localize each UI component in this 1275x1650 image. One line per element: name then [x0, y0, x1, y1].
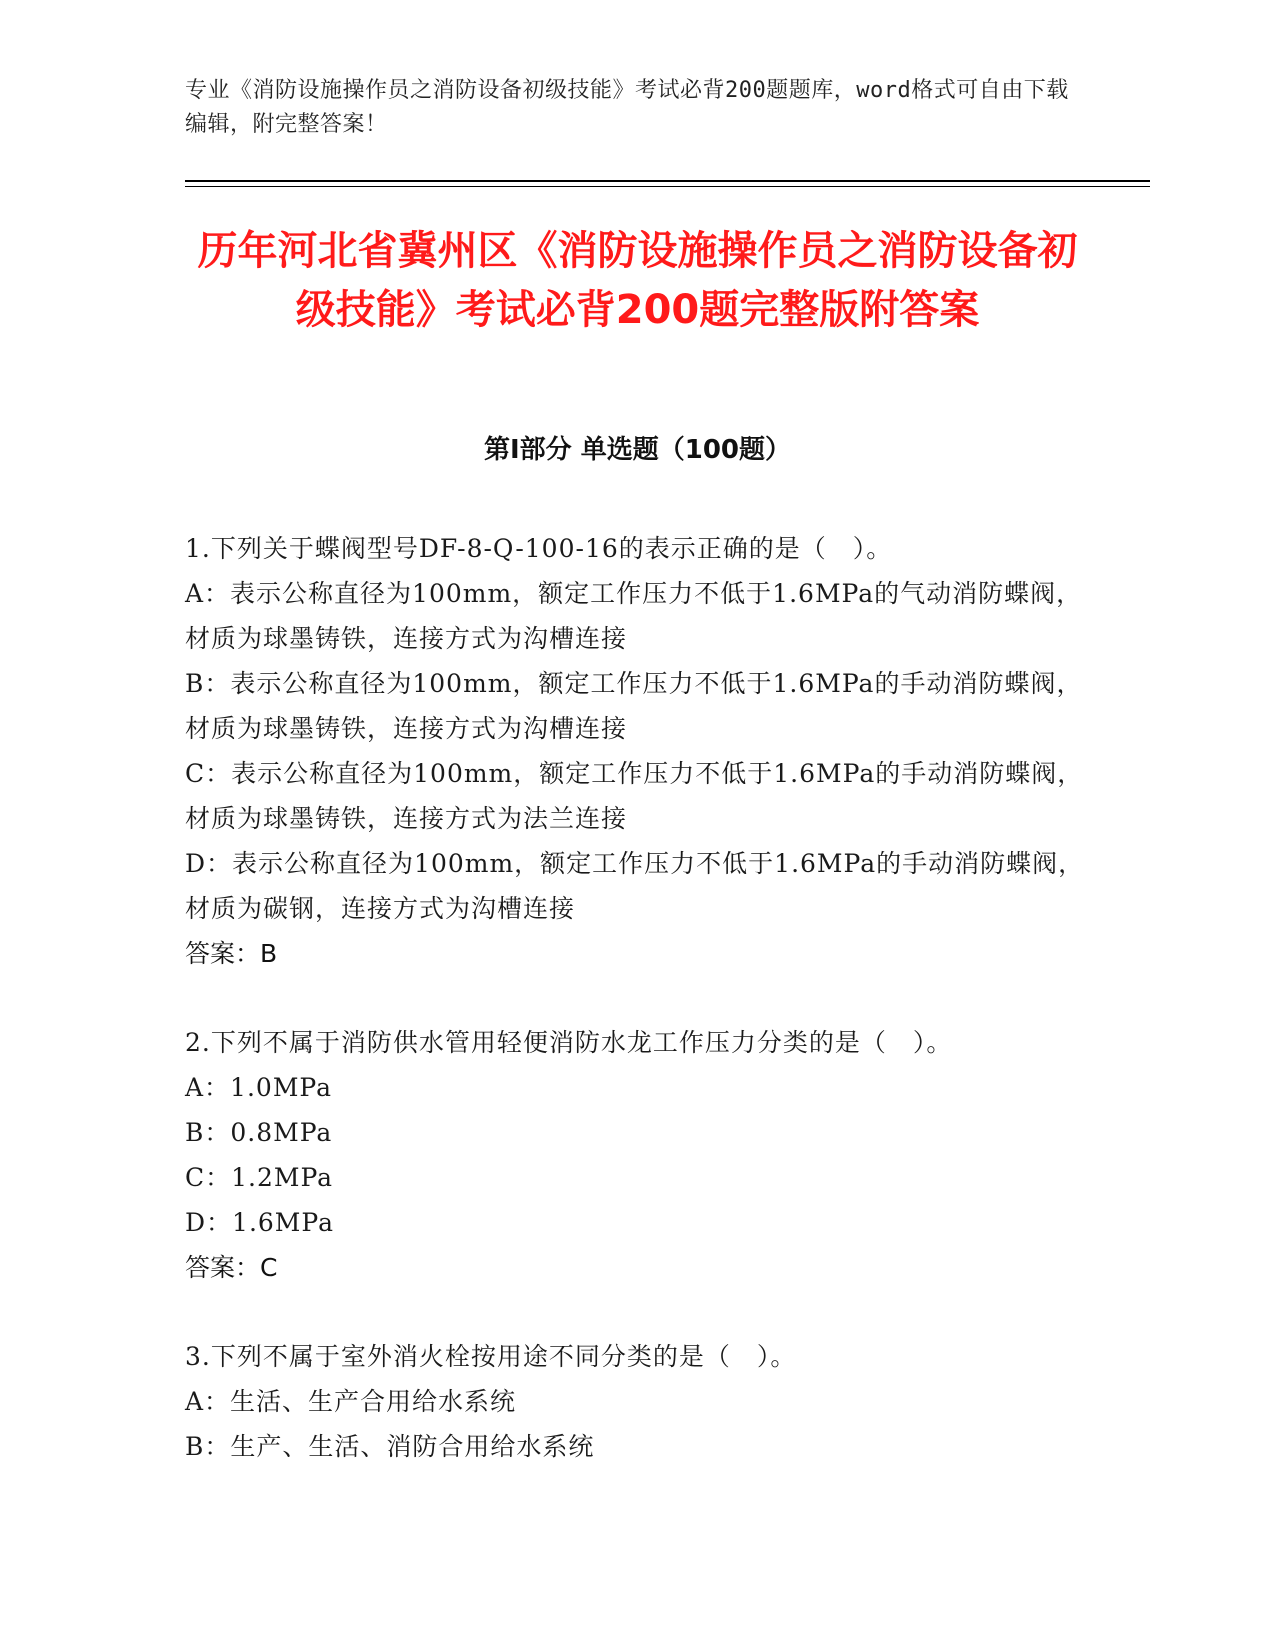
- option-d: D：1.6MPa: [185, 1208, 335, 1237]
- option-b: B：生产、生活、消防合用给水系统: [185, 1432, 595, 1461]
- question-3: [185, 1334, 1085, 1469]
- question-stem: 2.下列不属于消防供水管用轻便消防水龙工作压力分类的是（ ）。: [185, 1028, 953, 1057]
- header-rule-thick: [185, 180, 1150, 182]
- option-b: B：0.8MPa: [185, 1118, 333, 1147]
- answer: 答案：C: [185, 1253, 278, 1282]
- header-rule-thin: [185, 186, 1150, 187]
- option-a: A：1.0MPa: [185, 1073, 333, 1102]
- header-note: 专业《消防设施操作员之消防设备初级技能》考试必背200题题库，word格式可自由下载编辑，附完整答案！: [185, 78, 1069, 137]
- question-stem: 3.下列不属于室外消火栓按用途不同分类的是（ ）。: [185, 1342, 797, 1371]
- answer: 答案：B: [185, 939, 278, 968]
- option-c: C：1.2MPa: [185, 1163, 334, 1192]
- option-a: A：生活、生产合用给水系统: [185, 1387, 517, 1416]
- question-list: [185, 526, 1085, 1513]
- option-c: C：表示公称直径为100mm，额定工作压力不低于1.6MPa的手动消防蝶阀，材质为球墨铸铁，连接方式为法兰连接: [185, 759, 1084, 833]
- section-title: 第I部分 单选题（100题）: [484, 435, 791, 465]
- document-title: 历年河北省冀州区《消防设施操作员之消防设备初级技能》考试必背200题完整版附答案: [197, 228, 1078, 333]
- question-2: [185, 1020, 1085, 1290]
- question-1: [185, 526, 1085, 976]
- question-stem: 1.下列关于蝶阀型号DF-8-Q-100-16的表示正确的是（ ）。: [185, 534, 893, 563]
- option-b: B：表示公称直径为100mm，额定工作压力不低于1.6MPa的手动消防蝶阀，材质为球墨铸铁，连接方式为沟槽连接: [185, 669, 1083, 743]
- option-d: D：表示公称直径为100mm，额定工作压力不低于1.6MPa的手动消防蝶阀，材质为碳钢，连接方式为沟槽连接: [185, 849, 1085, 923]
- option-a: A：表示公称直径为100mm，额定工作压力不低于1.6MPa的气动消防蝶阀，材质为球墨铸铁，连接方式为沟槽连接: [185, 579, 1083, 653]
